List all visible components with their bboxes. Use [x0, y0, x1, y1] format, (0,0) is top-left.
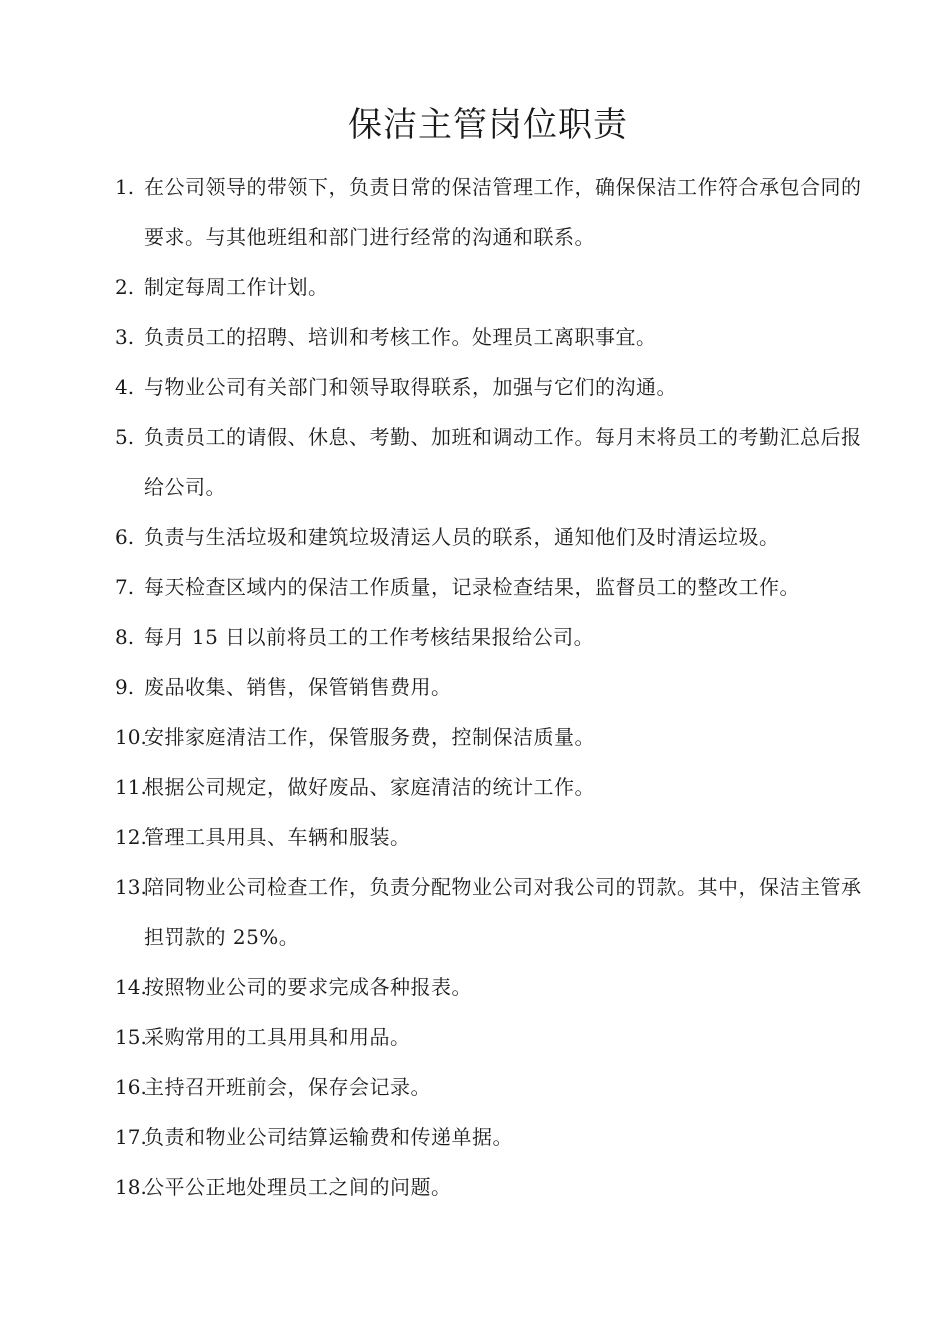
duty-item-9: [115, 662, 867, 712]
item-number: 4.: [115, 375, 135, 399]
item-text: 每天检查区域内的保洁工作质量，记录检查结果，监督员工的整改工作。: [144, 575, 800, 599]
item-number: 8.: [115, 625, 135, 649]
duty-item-12: [115, 812, 867, 862]
duty-item-4: [115, 362, 867, 412]
item-text: 每月 15 日以前将员工的工作考核结果报给公司。: [144, 625, 595, 649]
item-number: 10.: [115, 725, 147, 749]
duty-item-3: [115, 312, 867, 362]
item-number: 15.: [115, 1025, 147, 1049]
item-number: 2.: [115, 275, 135, 299]
duty-item-5: [115, 412, 867, 512]
item-text: 公平公正地处理员工之间的问题。: [144, 1175, 452, 1199]
item-text: 负责和物业公司结算运输费和传递单据。: [144, 1125, 513, 1149]
item-text: 管理工具用具、车辆和服装。: [144, 825, 411, 849]
item-text: 废品收集、销售，保管销售费用。: [144, 675, 452, 699]
item-text: 在公司领导的带领下，负责日常的保洁管理工作，确保保洁工作符合承包合同的要求。与其他班组和部门进行经常的沟通和联系。: [144, 175, 862, 249]
duty-item-13: [115, 862, 867, 962]
duty-item-10: [115, 712, 867, 762]
item-text: 制定每周工作计划。: [144, 275, 329, 299]
item-text: 主持召开班前会，保存会记录。: [144, 1075, 431, 1099]
item-number: 14.: [115, 975, 147, 999]
item-text: 采购常用的工具用具和用品。: [144, 1025, 411, 1049]
item-number: 18.: [115, 1175, 147, 1199]
duty-item-18: [115, 1162, 867, 1212]
duty-item-14: [115, 962, 867, 1012]
item-number: 12.: [115, 825, 147, 849]
duty-item-11: [115, 762, 867, 812]
item-text: 安排家庭清洁工作，保管服务费，控制保洁质量。: [144, 725, 595, 749]
item-text: 负责员工的请假、休息、考勤、加班和调动工作。每月末将员工的考勤汇总后报给公司。: [144, 425, 862, 499]
duty-item-16: [115, 1062, 867, 1112]
duty-item-7: [115, 562, 867, 612]
duty-item-15: [115, 1012, 867, 1062]
duty-item-1: [115, 162, 867, 262]
item-text: 按照物业公司的要求完成各种报表。: [144, 975, 472, 999]
item-text: 负责员工的招聘、培训和考核工作。处理员工离职事宜。: [144, 325, 657, 349]
item-text: 陪同物业公司检查工作，负责分配物业公司对我公司的罚款。其中，保洁主管承担罚款的 25%。: [144, 875, 862, 949]
duty-item-8: [115, 612, 867, 662]
item-number: 3.: [115, 325, 135, 349]
item-number: 1.: [115, 175, 135, 199]
item-number: 9.: [115, 675, 135, 699]
item-number: 16.: [115, 1075, 147, 1099]
item-number: 11.: [115, 775, 147, 799]
item-text: 负责与生活垃圾和建筑垃圾清运人员的联系，通知他们及时清运垃圾。: [144, 525, 780, 549]
duty-item-2: [115, 262, 867, 312]
item-number: 5.: [115, 425, 135, 449]
item-number: 13.: [115, 875, 147, 899]
duty-list: [115, 162, 867, 1212]
item-number: 7.: [115, 575, 135, 599]
duty-item-6: [115, 512, 867, 562]
item-number: 17.: [115, 1125, 147, 1149]
duty-item-17: [115, 1112, 867, 1162]
item-text: 与物业公司有关部门和领导取得联系，加强与它们的沟通。: [144, 375, 677, 399]
item-number: 6.: [115, 525, 135, 549]
document-title: 保洁主管岗位职责: [348, 105, 628, 145]
item-text: 根据公司规定，做好废品、家庭清洁的统计工作。: [144, 775, 595, 799]
